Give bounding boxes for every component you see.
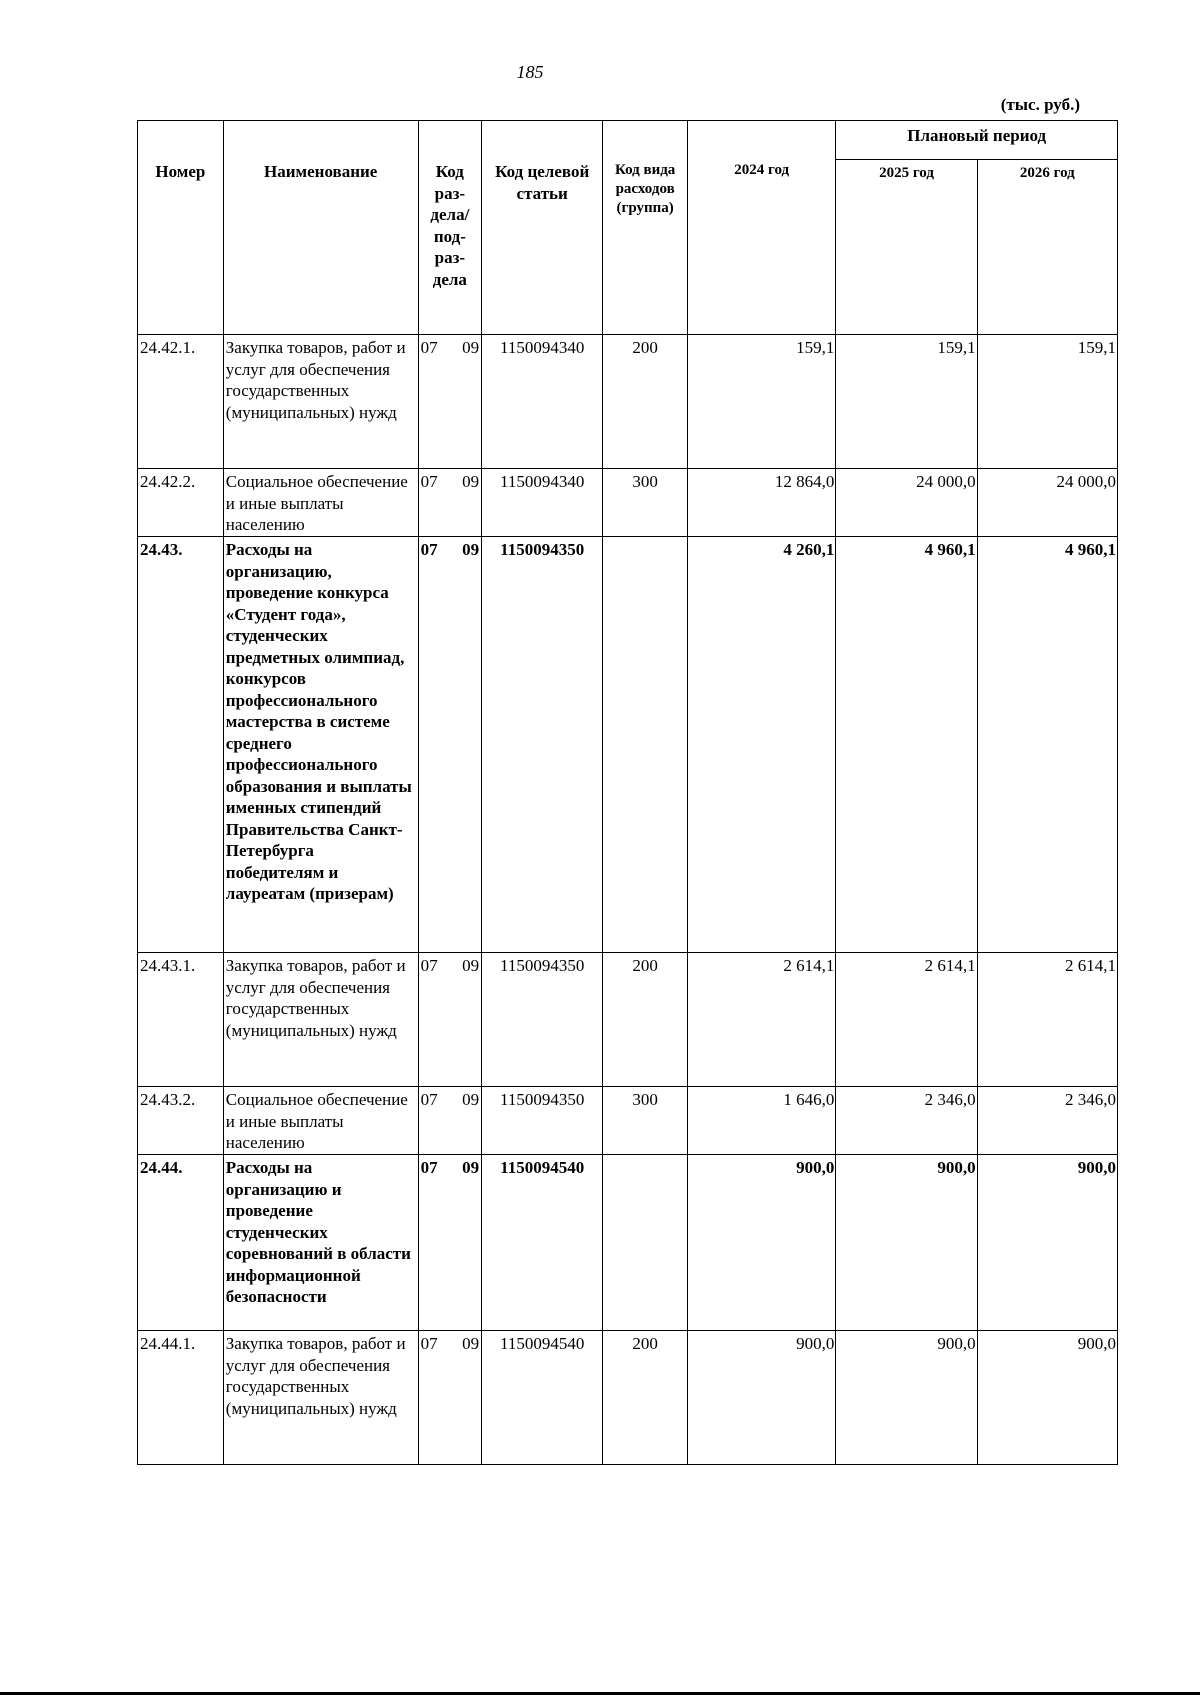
row-expense-kind: 200	[603, 335, 688, 469]
row-name: Закупка товаров, работ и услуг для обеспечения государственных (муниципальных) нужд	[223, 953, 418, 1087]
header-number: Номер	[138, 121, 224, 335]
table-row	[138, 1155, 1118, 1331]
row-section-code	[418, 1087, 482, 1155]
section-code: 07	[420, 1158, 438, 1177]
header-year-2024: 2024 год	[688, 121, 836, 335]
section-code: 07	[420, 472, 438, 491]
row-number: 24.43.1.	[138, 953, 224, 1087]
section-code: 07	[420, 956, 438, 975]
header-year-2026: 2026 год	[977, 160, 1117, 335]
units-label: (тыс. руб.)	[1000, 95, 1080, 114]
row-amount-2025: 2 614,1	[836, 953, 977, 1087]
row-section-code	[418, 1155, 482, 1331]
table-body	[138, 335, 1118, 1465]
header-section: Код раз-дела/ под-раз-дела	[418, 121, 482, 335]
row-amount-2026: 24 000,0	[977, 469, 1117, 537]
row-name: Закупка товаров, работ и услуг для обеспечения государственных (муниципальных) нужд	[223, 335, 418, 469]
row-number: 24.44.	[138, 1155, 224, 1331]
row-number: 24.44.1.	[138, 1331, 224, 1465]
row-expense-kind	[603, 1155, 688, 1331]
row-target-code: 1150094350	[482, 953, 603, 1087]
section-code: 07	[420, 1090, 438, 1109]
row-amount-2024: 1 646,0	[688, 1087, 836, 1155]
row-name: Социальное обеспечение и иные выплаты населению	[223, 1087, 418, 1155]
row-number: 24.43.2.	[138, 1087, 224, 1155]
row-section-code	[418, 953, 482, 1087]
row-expense-kind: 200	[603, 953, 688, 1087]
row-number: 24.43.	[138, 537, 224, 953]
row-name: Расходы на организацию, проведение конкурса «Студент года», студенческих предметных олимпиад, конкурсов профессионального мастерства в системе среднего профессионального образования и выплаты именных стипендий Правительства Санкт-Петербурга победителям и лауреатам (призерам)	[223, 537, 418, 953]
subsection-code: 09	[462, 956, 480, 975]
row-number: 24.42.1.	[138, 335, 224, 469]
table-row	[138, 537, 1118, 953]
section-code: 07	[420, 338, 438, 357]
table-row	[138, 1087, 1118, 1155]
row-amount-2026: 2 614,1	[977, 953, 1117, 1087]
subsection-code: 09	[462, 1090, 480, 1109]
row-name: Социальное обеспечение и иные выплаты населению	[223, 469, 418, 537]
row-amount-2024: 12 864,0	[688, 469, 836, 537]
row-amount-2026: 159,1	[977, 335, 1117, 469]
row-amount-2024: 2 614,1	[688, 953, 836, 1087]
row-amount-2026: 4 960,1	[977, 537, 1117, 953]
row-amount-2026: 900,0	[977, 1155, 1117, 1331]
subsection-code: 09	[462, 338, 480, 357]
table-row	[138, 953, 1118, 1087]
header-year-2025: 2025 год	[836, 160, 977, 335]
row-amount-2025: 900,0	[836, 1331, 977, 1465]
row-name: Расходы на организацию и проведение студенческих соревнований в области информационной безопасности	[223, 1155, 418, 1331]
row-amount-2026: 2 346,0	[977, 1087, 1117, 1155]
row-amount-2024: 900,0	[688, 1331, 836, 1465]
row-amount-2025: 24 000,0	[836, 469, 977, 537]
budget-table	[137, 120, 1118, 1465]
section-code: 07	[420, 1334, 438, 1353]
table-row	[138, 1331, 1118, 1465]
header-kind: Код вида расходов (группа)	[603, 121, 688, 335]
row-amount-2024: 4 260,1	[688, 537, 836, 953]
row-section-code	[418, 1331, 482, 1465]
section-code: 07	[420, 540, 438, 559]
row-amount-2024: 159,1	[688, 335, 836, 469]
row-section-code	[418, 537, 482, 953]
table-row	[138, 335, 1118, 469]
subsection-code: 09	[462, 472, 480, 491]
table-row	[138, 469, 1118, 537]
row-section-code	[418, 335, 482, 469]
row-target-code: 1150094350	[482, 537, 603, 953]
row-amount-2025: 2 346,0	[836, 1087, 977, 1155]
subsection-code: 09	[462, 1334, 480, 1353]
row-expense-kind	[603, 537, 688, 953]
header-target: Код целевой статьи	[482, 121, 603, 335]
row-number: 24.42.2.	[138, 469, 224, 537]
row-target-code: 1150094540	[482, 1331, 603, 1465]
row-amount-2025: 4 960,1	[836, 537, 977, 953]
subsection-code: 09	[462, 1158, 480, 1177]
row-target-code: 1150094340	[482, 335, 603, 469]
subsection-code: 09	[462, 540, 480, 559]
row-name: Закупка товаров, работ и услуг для обеспечения государственных (муниципальных) нужд	[223, 1331, 418, 1465]
header-planned-period: Плановый период	[836, 121, 1118, 160]
page-number: 185	[516, 62, 544, 82]
row-section-code	[418, 469, 482, 537]
row-expense-kind: 200	[603, 1331, 688, 1465]
row-amount-2025: 900,0	[836, 1155, 977, 1331]
header-name: Наименование	[223, 121, 418, 335]
row-expense-kind: 300	[603, 469, 688, 537]
row-target-code: 1150094340	[482, 469, 603, 537]
row-amount-2024: 900,0	[688, 1155, 836, 1331]
row-amount-2025: 159,1	[836, 335, 977, 469]
row-expense-kind: 300	[603, 1087, 688, 1155]
row-amount-2026: 900,0	[977, 1331, 1117, 1465]
row-target-code: 1150094540	[482, 1155, 603, 1331]
row-target-code: 1150094350	[482, 1087, 603, 1155]
